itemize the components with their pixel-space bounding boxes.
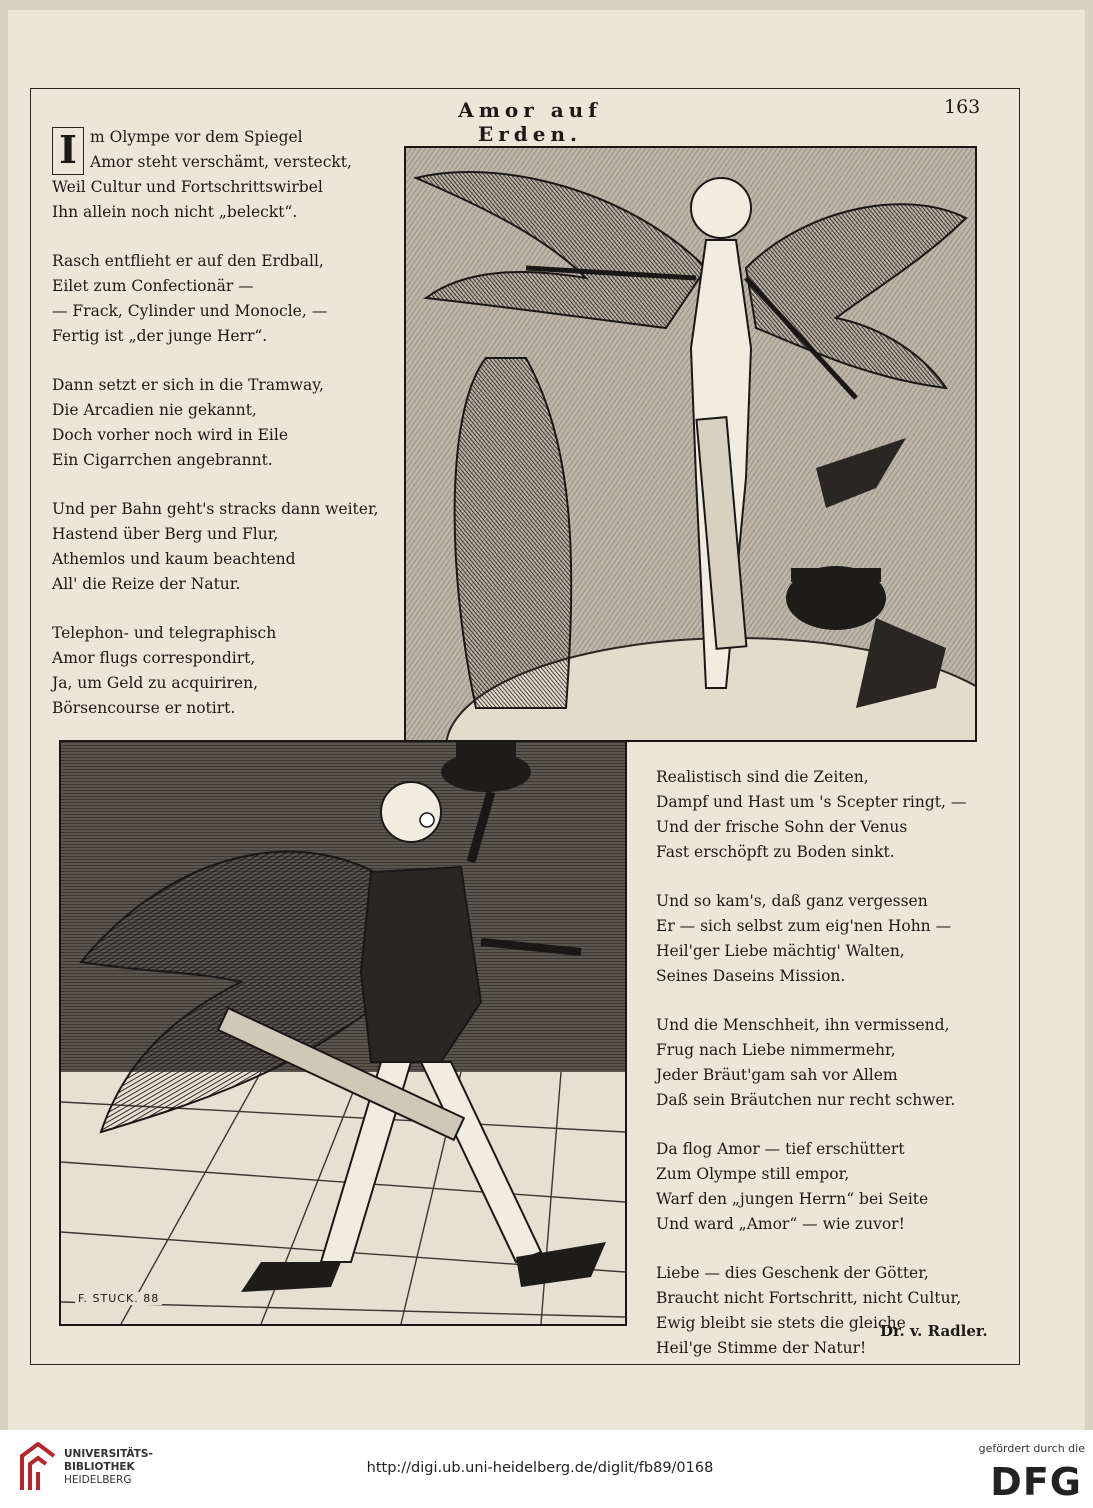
poem-right-column <box>656 765 966 1385</box>
verse-line: Und ward „Amor“ — wie zuvor! <box>656 1215 905 1233</box>
verse-line: Hastend über Berg und Flur, <box>52 525 279 543</box>
stanza <box>656 1013 966 1113</box>
stanza <box>656 1137 966 1237</box>
viewer-footer <box>0 1430 1093 1508</box>
library-name-line: UNIVERSITÄTS- <box>64 1448 153 1460</box>
university-logo-icon <box>18 1442 58 1494</box>
verse-line: Und die Menschheit, ihn vermissend, <box>656 1016 950 1034</box>
verse-line: Eilet zum Confectionär — <box>52 277 254 295</box>
poem-title: Amor auf Erden. <box>458 98 602 146</box>
verse-line: Heil'ger Liebe mächtig' Walten, <box>656 942 905 960</box>
verse-line: Und per Bahn geht's stracks dann weiter, <box>52 500 379 518</box>
verse-line: Doch vorher noch wird in Eile <box>52 426 288 444</box>
dfg-logo: DFG <box>990 1460 1082 1504</box>
verse-line: Warf den „jungen Herrn“ bei Seite <box>656 1190 929 1208</box>
verse-line: Er — sich selbst zum eig'nen Hohn — <box>656 917 952 935</box>
library-name-line: BIBLIOTHEK <box>64 1461 135 1473</box>
engraving-amor-wings <box>406 148 975 740</box>
illustration-amor-undressed <box>404 146 977 742</box>
verse-line: Athemlos und kaum beachtend <box>52 550 296 568</box>
verse-line: Da flog Amor — tief erschüttert <box>656 1140 905 1158</box>
illustration-young-gentleman <box>59 740 627 1326</box>
verse-line: Dann setzt er sich in die Tramway, <box>52 376 324 394</box>
stanza <box>656 889 966 989</box>
verse-line: Und so kam's, daß ganz vergessen <box>656 892 928 910</box>
verse-line: Fast erschöpft zu Boden sinkt. <box>656 843 895 861</box>
library-name <box>64 1448 153 1487</box>
stanza <box>52 621 379 721</box>
verse-line: Dampf und Hast um 's Scepter ringt, — <box>656 793 967 811</box>
stanza <box>52 497 379 597</box>
stanza <box>52 249 379 349</box>
artist-signature: F. STUCK. 88 <box>75 1292 162 1305</box>
verse-line: Weil Cultur und Fortschrittswirbel <box>52 178 323 196</box>
verse-line: m Olympe vor dem Spiegel <box>90 128 303 146</box>
author-signature: Dr. v. Radler. <box>880 1322 988 1340</box>
verse-line: Zum Olympe still empor, <box>656 1165 850 1183</box>
library-name-line: HEIDELBERG <box>64 1474 132 1486</box>
verse-line: Frug nach Liebe nimmermehr, <box>656 1041 896 1059</box>
funding-note: gefördert durch die <box>978 1442 1085 1455</box>
verse-line: Ein Cigarrchen angebrannt. <box>52 451 273 469</box>
verse-line: All' die Reize der Natur. <box>52 575 241 593</box>
stanza <box>656 1261 966 1361</box>
stanza <box>52 125 379 225</box>
verse-line: Amor steht verschämt, versteckt, <box>90 153 352 171</box>
poem-left-column <box>52 125 379 745</box>
verse-line: Daß sein Bräutchen nur recht schwer. <box>656 1091 956 1109</box>
stanza <box>656 765 966 865</box>
verse-line: Liebe — dies Geschenk der Götter, <box>656 1264 929 1282</box>
verse-line: Telephon- und telegraphisch <box>52 624 277 642</box>
verse-line: Heil'ge Stimme der Natur! <box>656 1339 867 1357</box>
verse-line: Fertig ist „der junge Herr“. <box>52 327 268 345</box>
verse-line: — Frack, Cylinder und Monocle, — <box>52 302 328 320</box>
document-url-link[interactable]: http://digi.ub.uni-heidelberg.de/diglit/fb89/0168 <box>366 1460 714 1476</box>
verse-line: Die Arcadien nie gekannt, <box>52 401 257 419</box>
verse-line: Braucht nicht Fortschritt, nicht Cultur, <box>656 1289 962 1307</box>
verse-line: Börsencourse er notirt. <box>52 699 236 717</box>
verse-line: Jeder Bräut'gam sah vor Allem <box>656 1066 898 1084</box>
verse-line: Realistisch sind die Zeiten, <box>656 768 869 786</box>
verse-line: Ja, um Geld zu acquiriren, <box>52 674 258 692</box>
verse-line: Amor flugs correspondirt, <box>52 649 256 667</box>
verse-line: Und der frische Sohn der Venus <box>656 818 908 836</box>
page-number: 163 <box>944 96 981 118</box>
verse-line: Rasch entflieht er auf den Erdball, <box>52 252 324 270</box>
verse-line: Ihn allein noch nicht „beleckt“. <box>52 203 298 221</box>
engraving-gentleman-with-wings <box>61 742 625 1324</box>
stanza <box>52 373 379 473</box>
verse-line: Ewig bleibt sie stets die gleiche <box>656 1314 906 1332</box>
drop-cap: I <box>52 127 84 175</box>
verse-line: Seines Daseins Mission. <box>656 967 846 985</box>
